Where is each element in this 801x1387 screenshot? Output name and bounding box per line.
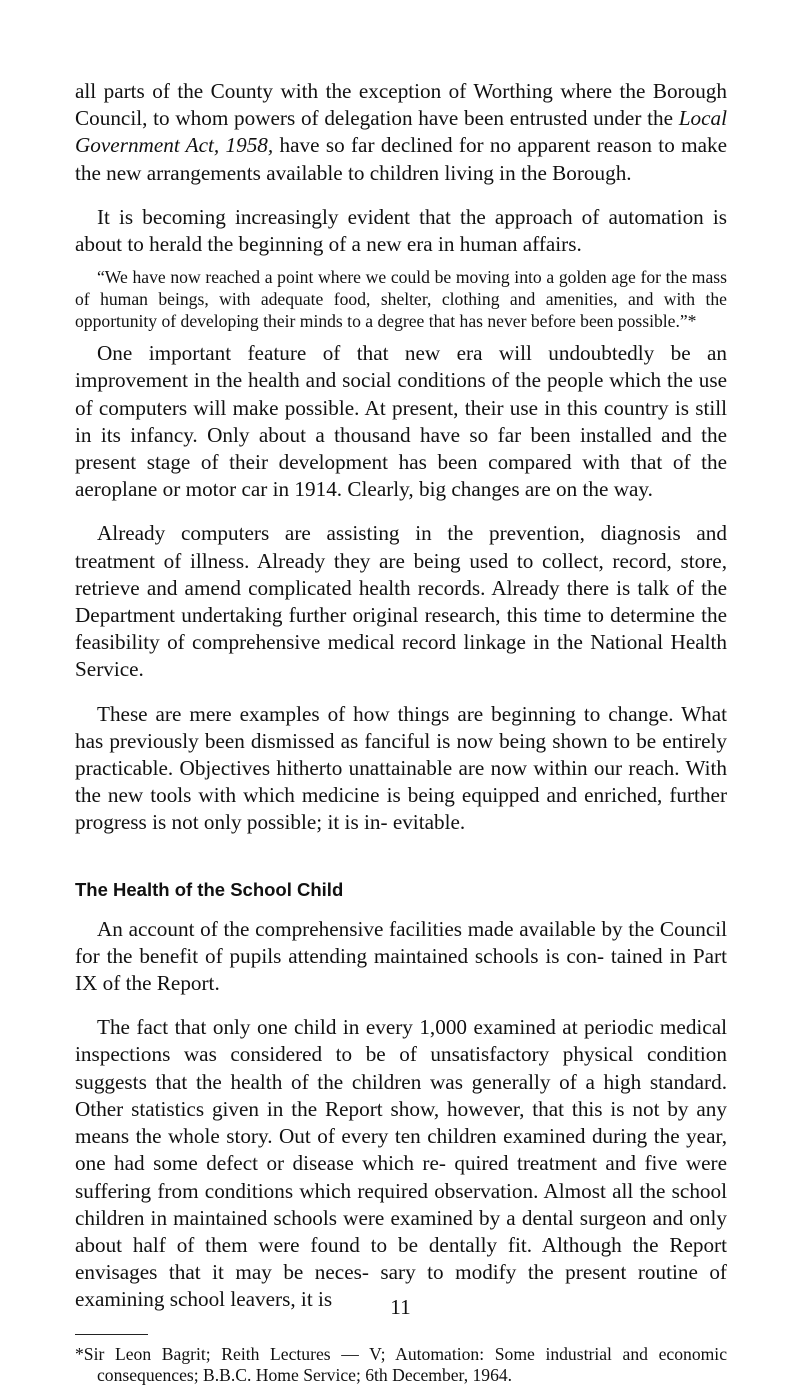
paragraph-5: These are mere examples of how things are beginning to change. What has previously been dismissed as fanciful is now being shown to be entirely practicable. Objectives hitherto unattainable are now within our reach. With the new tools with which medicine is being equipped and enriched, further progress is not only possible; it is in- evitable. (75, 701, 727, 835)
section-heading: The Health of the School Child (75, 878, 344, 900)
paragraph-6: An account of the comprehensive facilities made available by the Council for the benefit of pupils attending maintained schools is con- tained in Part IX of the Report. (75, 916, 727, 996)
paragraph-2: It is becoming increasingly evident that the approach of automation is about to herald the beginning of a new era in human affairs. (75, 204, 727, 257)
block-quote: “We have now reached a point where we could be moving into a golden age for the mass of human beings, with adequate food, shelter, clothing and amenities, and with the opportunity of developing their minds to a degree that has never before been possible.”* (75, 267, 727, 332)
footnote: *Sir Leon Bagrit; Reith Lectures — V; Automation: Some industrial and economic consequences; B.B.C. Home Service; 6th December, 1964. (75, 1343, 727, 1386)
paragraph-4: Already computers are assisting in the prevention, diagnosis and treatment of illness. Already they are being used to collect, record, store, retrieve and amend complicated health records. Already there is talk of the Department undertaking further original research, this time to determine the feasibility of comprehensive medical record linkage in the National Health Service. (75, 521, 727, 682)
paragraph-1: all parts of the County with the exception of Worthing where the Borough Council, to whom powers of delegation have been entrusted under the Local Government Act, 1958, have so far declined for no apparent reason to make the new arrangements available to children living in the Borough. (75, 79, 727, 185)
paragraph-3: One important feature of that new era will undoubtedly be an improvement in the health and social conditions of the people which the use of computers will make possible. At present, their use in this country is still in its infancy. Only about a thousand have so far been installed and the present stage of their development has been compared with that of the aeroplane or motor car in 1914. Clearly, big changes are on the way. (75, 341, 727, 502)
document-page (75, 78, 727, 1387)
page-number: 11 (390, 1295, 411, 1319)
paragraph-7: The fact that only one child in every 1,000 examined at periodic medical inspections was considered to be of unsatisfactory physical condition suggests that the health of the children was generally of a high standard. Other statistics given in the Report show, however, that this is not by any means the whole story. Out of every ten children examined during the year, one had some defect or disease which re- quired treatment and five were suffering from conditions which required observation. Almost all the school children in maintained schools were examined by a dental surgeon and only about half of them were found to be dentally fit. Although the Report envisages that it may be neces- sary to modify the present routine of examining school leavers, it is (75, 1015, 727, 1312)
act-title: Local Government Act, 1958, (75, 106, 727, 158)
footnote-divider (75, 1334, 148, 1335)
